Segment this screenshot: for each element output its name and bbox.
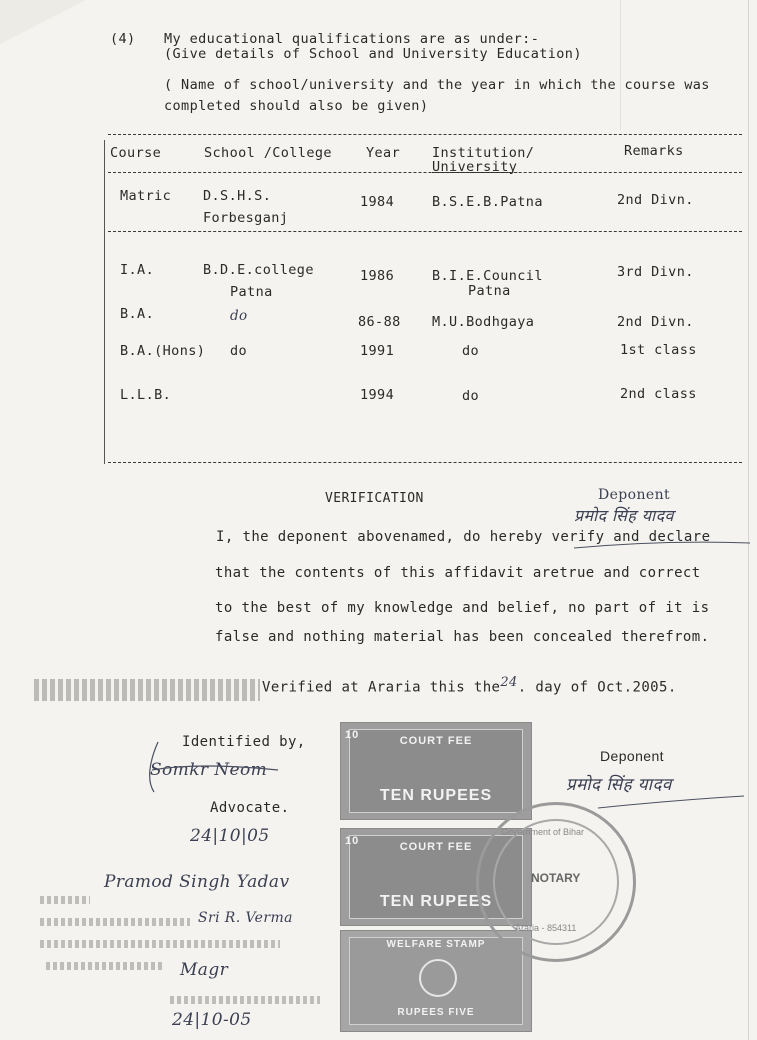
table-rule-bottom xyxy=(108,462,742,463)
header-institution-line2: University xyxy=(432,159,518,175)
row-year: 1994 xyxy=(360,387,395,403)
row-institution-line2: Patna xyxy=(468,283,511,299)
row-school-line2: Forbesganj xyxy=(203,210,289,226)
row-remarks: 2nd Divn. xyxy=(617,192,694,208)
header-year: Year xyxy=(366,145,401,161)
faded-stamp-text xyxy=(46,962,164,970)
table-rule-header xyxy=(108,172,742,173)
row-year: 1986 xyxy=(360,268,395,284)
stamp-label: COURT FEE xyxy=(399,735,473,747)
lower-signature-name: Pramod Singh Yadav xyxy=(104,872,290,892)
deponent-signature: प्रमोद सिंह यादव xyxy=(566,775,672,795)
notary-seal xyxy=(476,802,636,962)
row-remarks: 2nd class xyxy=(620,386,697,402)
row-remarks: 2nd Divn. xyxy=(617,314,694,330)
section-note-line1: ( Name of school/university and the year in which the course was xyxy=(164,77,710,93)
lower-date: 24|10-05 xyxy=(172,1010,252,1030)
stamp-rupees: TEN RUPEES xyxy=(379,787,493,804)
court-fee-stamp xyxy=(340,722,532,820)
verified-suffix: . day of Oct.2005. xyxy=(517,679,677,696)
header-school: School /College xyxy=(204,145,332,161)
row-school-line2: Patna xyxy=(230,284,273,300)
table-left-border xyxy=(104,140,105,464)
row-remarks: 1st class xyxy=(620,342,697,358)
deponent-label: Deponent xyxy=(600,748,664,764)
advocate-signature-scribble xyxy=(140,740,290,800)
section-number: (4) xyxy=(110,31,136,47)
welfare-stamp xyxy=(340,930,532,1032)
header-remarks: Remarks xyxy=(624,143,684,159)
row-institution: do xyxy=(462,343,480,359)
row-school: B.D.E.college xyxy=(203,262,314,278)
row-school: D.S.H.S. xyxy=(203,188,272,204)
section-note-line2: completed should also be given) xyxy=(164,98,429,114)
verification-line: to the best of my knowledge and belief, no part of it is xyxy=(215,600,710,616)
advocate-label: Advocate. xyxy=(210,800,290,816)
faded-stamp-text xyxy=(34,679,260,701)
row-year: 1984 xyxy=(360,194,395,210)
verification-title: VERIFICATION xyxy=(325,491,424,506)
faded-stamp-text xyxy=(40,896,90,904)
page-crease xyxy=(620,0,621,130)
header-course: Course xyxy=(110,145,162,161)
header-institution: Institution/ xyxy=(432,145,535,161)
emblem-icon xyxy=(419,959,457,997)
row-institution: M.U.Bodhgaya xyxy=(432,314,535,330)
deponent-label-top: Deponent xyxy=(598,487,671,503)
verified-day: 24 xyxy=(500,675,518,690)
deponent-underline xyxy=(596,792,746,812)
row-school: do xyxy=(230,308,248,324)
page-crease xyxy=(748,0,749,1040)
row-course: Matric xyxy=(120,188,172,204)
section-subheading: (Give details of School and University Education) xyxy=(164,46,582,62)
advocate-date: 24|10|05 xyxy=(190,826,270,846)
row-remarks: 3rd Divn. xyxy=(617,264,694,280)
deponent-signature-top: प्रमोद सिंह यादव xyxy=(574,506,674,525)
verification-line: false and nothing material has been concealed therefrom. xyxy=(215,629,710,645)
row-year: 1991 xyxy=(360,343,395,359)
verification-line: that the contents of this affidavit aretrue and correct xyxy=(215,565,701,581)
verification-line: I, the deponent abovenamed, do hereby verify and declare xyxy=(216,529,711,545)
faded-stamp-text xyxy=(40,918,190,926)
faded-stamp-text xyxy=(170,996,320,1004)
row-institution: do xyxy=(462,388,480,404)
stamp-value: 10 xyxy=(345,835,360,847)
lower-initials: Magr xyxy=(180,960,229,980)
lower-signature-by: Sri R. Verma xyxy=(198,910,293,926)
stamp-value: 10 xyxy=(345,729,360,741)
advocate-signature: Somkr Neom xyxy=(150,760,268,780)
seal-text-mid: NOTARY xyxy=(531,871,581,885)
section-heading: My educational qualifications are as under:- xyxy=(164,31,540,47)
row-institution: B.I.E.Council xyxy=(432,268,543,284)
identified-by-label: Identified by, xyxy=(182,734,306,750)
row-institution: B.S.E.B.Patna xyxy=(432,194,543,210)
row-course: L.L.B. xyxy=(120,387,172,403)
stamp-label: COURT FEE xyxy=(399,841,473,853)
seal-text-top: Government of Bihar xyxy=(501,827,585,837)
row-course: I.A. xyxy=(120,262,155,278)
verified-prefix: Verified at Araria this the xyxy=(262,679,501,696)
welfare-value: RUPEES FIVE xyxy=(397,1007,475,1018)
welfare-label: WELFARE STAMP xyxy=(386,939,486,950)
table-rule-row xyxy=(108,231,742,232)
verified-at-text xyxy=(262,675,677,696)
faded-stamp-text xyxy=(40,940,280,948)
row-school: do xyxy=(230,343,248,359)
row-course: B.A.(Hons) xyxy=(120,343,206,359)
seal-text-bottom: Araria - 854311 xyxy=(515,923,577,933)
row-course: B.A. xyxy=(120,306,155,322)
table-rule-top xyxy=(108,134,742,135)
row-year: 86-88 xyxy=(358,314,401,330)
corner-fold-mark xyxy=(0,0,90,50)
stamp-rupees: TEN RUPEES xyxy=(379,893,493,910)
